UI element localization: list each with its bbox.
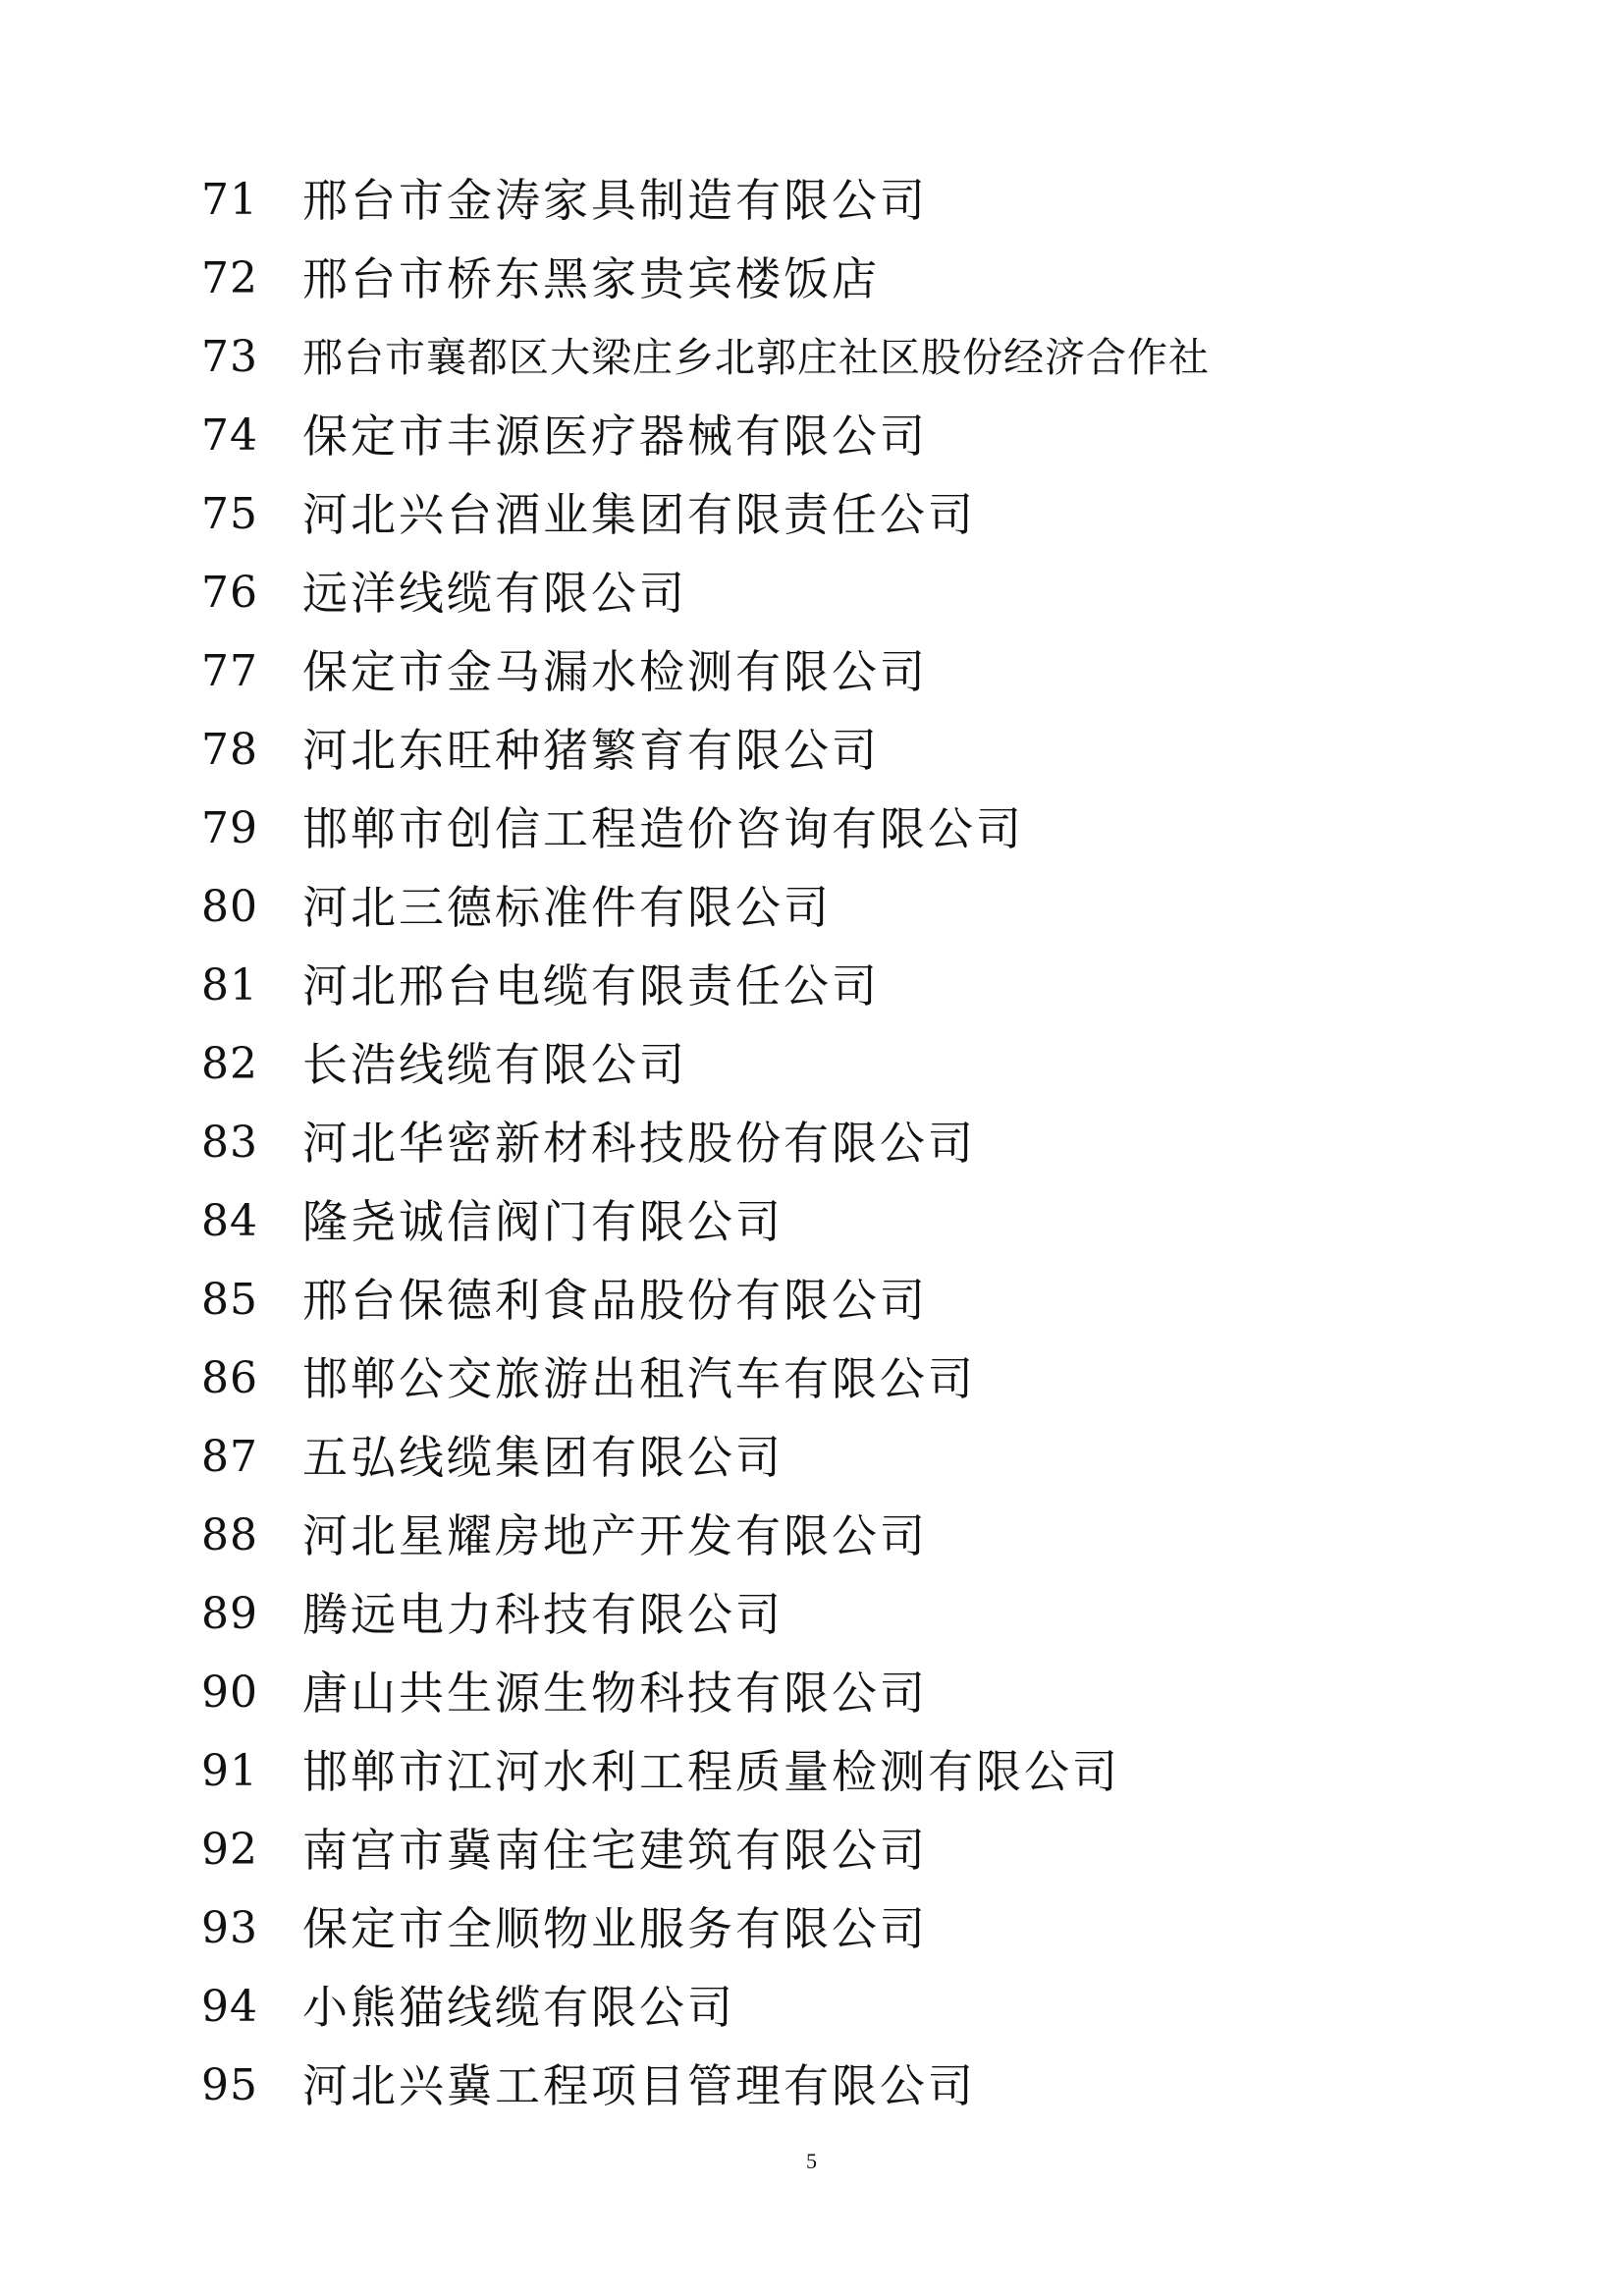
- company-name: 隆尧诚信阀门有限公司: [302, 1195, 784, 1248]
- company-name: 小熊猫线缆有限公司: [302, 1981, 735, 2034]
- list-item: [0, 1339, 1623, 1418]
- list-item: [0, 1104, 1623, 1182]
- company-name: 河北兴冀工程项目管理有限公司: [302, 2059, 976, 2112]
- item-number: 89: [201, 1589, 258, 1639]
- company-name: 五弘线缆集团有限公司: [302, 1431, 784, 1484]
- company-name: 邢台市金涛家具制造有限公司: [302, 174, 928, 227]
- list-item: [0, 1497, 1623, 1575]
- list-item: [0, 1811, 1623, 1889]
- item-number: 78: [201, 725, 258, 775]
- item-number: 92: [201, 1825, 258, 1875]
- list-item: [0, 161, 1623, 240]
- company-name: 南宫市冀南住宅建筑有限公司: [302, 1824, 928, 1877]
- list-item: [0, 2047, 1623, 2125]
- company-list: [0, 161, 1623, 2125]
- list-item: [0, 632, 1623, 711]
- company-name: 保定市金马漏水检测有限公司: [302, 645, 928, 698]
- company-name: 邯郸市江河水利工程质量检测有限公司: [302, 1745, 1120, 1798]
- company-name: 长浩线缆有限公司: [302, 1038, 687, 1091]
- item-number: 79: [201, 803, 258, 853]
- item-number: 95: [201, 2060, 258, 2110]
- list-item: [0, 1889, 1623, 1968]
- company-name: 邢台市襄都区大梁庄乡北郭庄社区股份经济合作社: [302, 334, 1210, 381]
- item-number: 83: [201, 1118, 258, 1168]
- item-number: 72: [201, 253, 258, 303]
- company-name: 河北东旺种猪繁育有限公司: [302, 724, 880, 777]
- company-name: 河北三德标准件有限公司: [302, 881, 832, 934]
- company-name: 河北华密新材科技股份有限公司: [302, 1117, 976, 1170]
- list-item: [0, 318, 1623, 397]
- company-name: 河北兴台酒业集团有限责任公司: [302, 488, 976, 541]
- company-name: 唐山共生源生物科技有限公司: [302, 1667, 928, 1720]
- company-name: 邯郸公交旅游出租汽车有限公司: [302, 1352, 976, 1405]
- item-number: 82: [201, 1039, 258, 1089]
- list-item: [0, 947, 1623, 1025]
- item-number: 77: [201, 646, 258, 696]
- item-number: 74: [201, 410, 258, 461]
- company-name: 保定市丰源医疗器械有限公司: [302, 410, 928, 463]
- item-number: 90: [201, 1667, 258, 1718]
- item-number: 91: [201, 1746, 258, 1796]
- company-name: 远洋线缆有限公司: [302, 567, 687, 620]
- list-item: [0, 868, 1623, 947]
- item-number: 94: [201, 1982, 258, 2032]
- list-item: [0, 554, 1623, 632]
- item-number: 88: [201, 1510, 258, 1560]
- list-item: [0, 240, 1623, 318]
- item-number: 84: [201, 1196, 258, 1246]
- list-item: [0, 1968, 1623, 2047]
- item-number: 87: [201, 1432, 258, 1482]
- list-item: [0, 1654, 1623, 1732]
- list-item: [0, 711, 1623, 790]
- company-name: 邯郸市创信工程造价咨询有限公司: [302, 802, 1024, 855]
- item-number: 71: [201, 175, 258, 225]
- item-number: 80: [201, 882, 258, 932]
- item-number: 76: [201, 568, 258, 618]
- item-number: 86: [201, 1353, 258, 1403]
- item-number: 75: [201, 489, 258, 539]
- list-item: [0, 1732, 1623, 1811]
- list-item: [0, 1261, 1623, 1339]
- list-item: [0, 1418, 1623, 1497]
- item-number: 81: [201, 960, 258, 1011]
- company-name: 河北邢台电缆有限责任公司: [302, 959, 880, 1012]
- list-item: [0, 475, 1623, 554]
- page-number: 5: [806, 2149, 817, 2173]
- list-item: [0, 1025, 1623, 1104]
- company-name: 河北星耀房地产开发有限公司: [302, 1509, 928, 1562]
- list-item: [0, 790, 1623, 868]
- item-number: 73: [201, 332, 258, 382]
- item-number: 85: [201, 1275, 258, 1325]
- list-item: [0, 1182, 1623, 1261]
- list-item: [0, 1575, 1623, 1654]
- company-name: 腾远电力科技有限公司: [302, 1588, 784, 1641]
- company-name: 邢台市桥东黑家贵宾楼饭店: [302, 252, 880, 305]
- list-item: [0, 397, 1623, 475]
- item-number: 93: [201, 1903, 258, 1953]
- company-name: 邢台保德利食品股份有限公司: [302, 1274, 928, 1327]
- company-name: 保定市全顺物业服务有限公司: [302, 1902, 928, 1955]
